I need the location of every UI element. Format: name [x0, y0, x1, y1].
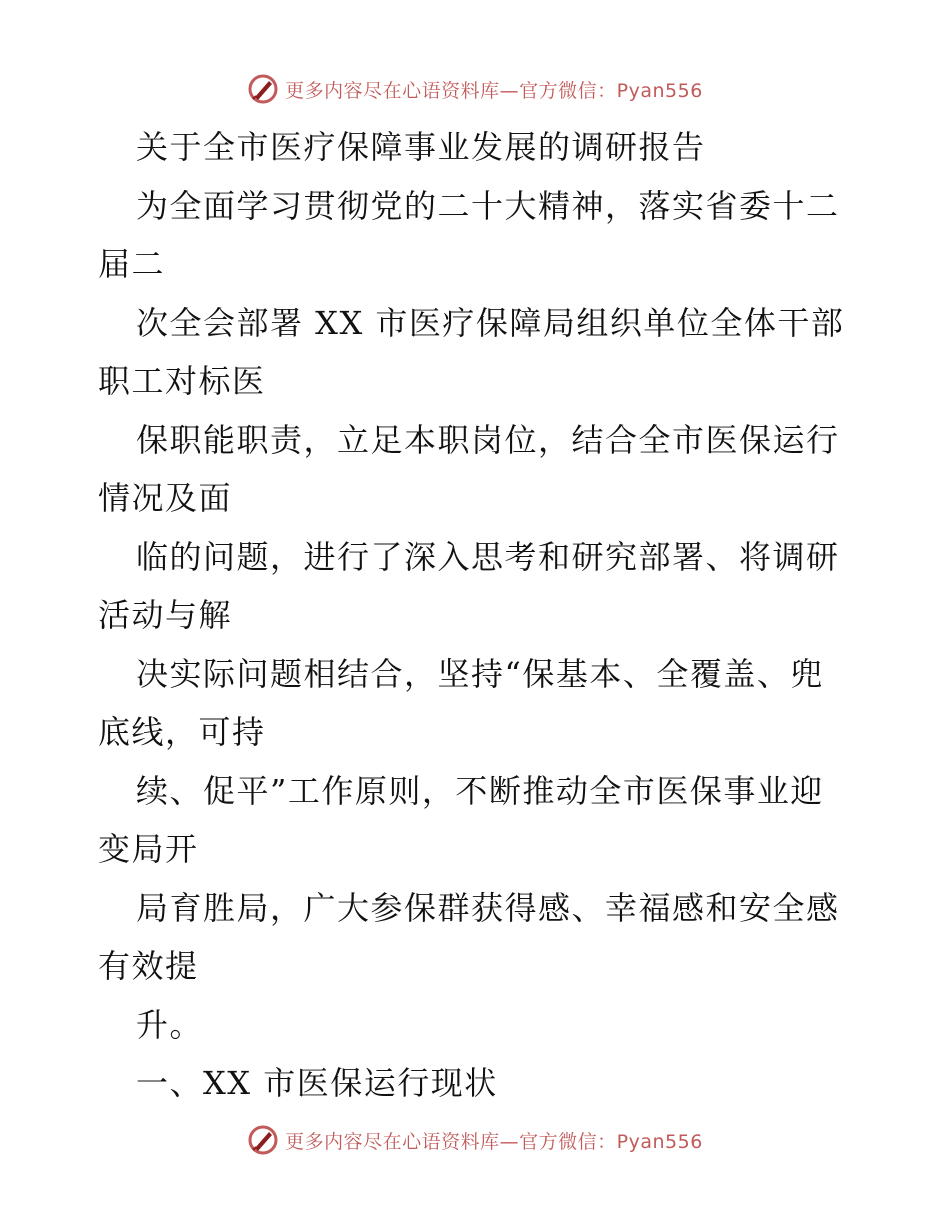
doc-line: 变局开 — [98, 830, 199, 868]
doc-line: 次全会部署 XX 市医疗保障局组织单位全体干部 — [136, 303, 845, 342]
doc-line: 情况及面 — [98, 479, 233, 517]
quill-logo-icon — [247, 73, 279, 105]
quill-logo-icon — [247, 1124, 279, 1156]
doc-line: 为全面学习贯彻党的二十大精神，落实省委十二 — [136, 186, 840, 225]
doc-line: 局育胜局，广大参保群获得感、幸福感和安全感 — [136, 888, 840, 927]
doc-title: 关于全市医疗保障事业发展的调研报告 — [136, 128, 706, 166]
document-body — [98, 118, 858, 1113]
doc-line: 届二 — [98, 245, 166, 283]
doc-line: 决实际问题相结合，坚持“保基本、全覆盖、兜 — [136, 654, 824, 693]
doc-line: 保职能职责，立足本职岗位，结合全市医保运行 — [136, 420, 840, 459]
doc-line: 活动与解 — [98, 596, 233, 634]
watermark-text: 更多内容尽在心语资料库—官方微信：Pyan556 — [285, 1130, 703, 1153]
doc-line: 职工对标医 — [98, 362, 266, 400]
doc-line: 有效提 — [98, 947, 199, 985]
doc-line: 升。 — [136, 1005, 204, 1044]
footer-watermark — [0, 1123, 950, 1157]
section-heading: 一、XX 市医保运行现状 — [136, 1064, 498, 1102]
header-watermark — [0, 72, 950, 106]
doc-line: 续、促平”工作原则，不断推动全市医保事业迎 — [136, 771, 824, 810]
doc-line: 底线，可持 — [98, 713, 266, 751]
watermark-text: 更多内容尽在心语资料库—官方微信：Pyan556 — [285, 79, 703, 102]
doc-line: 临的问题，进行了深入思考和研究部署、将调研 — [136, 537, 840, 576]
